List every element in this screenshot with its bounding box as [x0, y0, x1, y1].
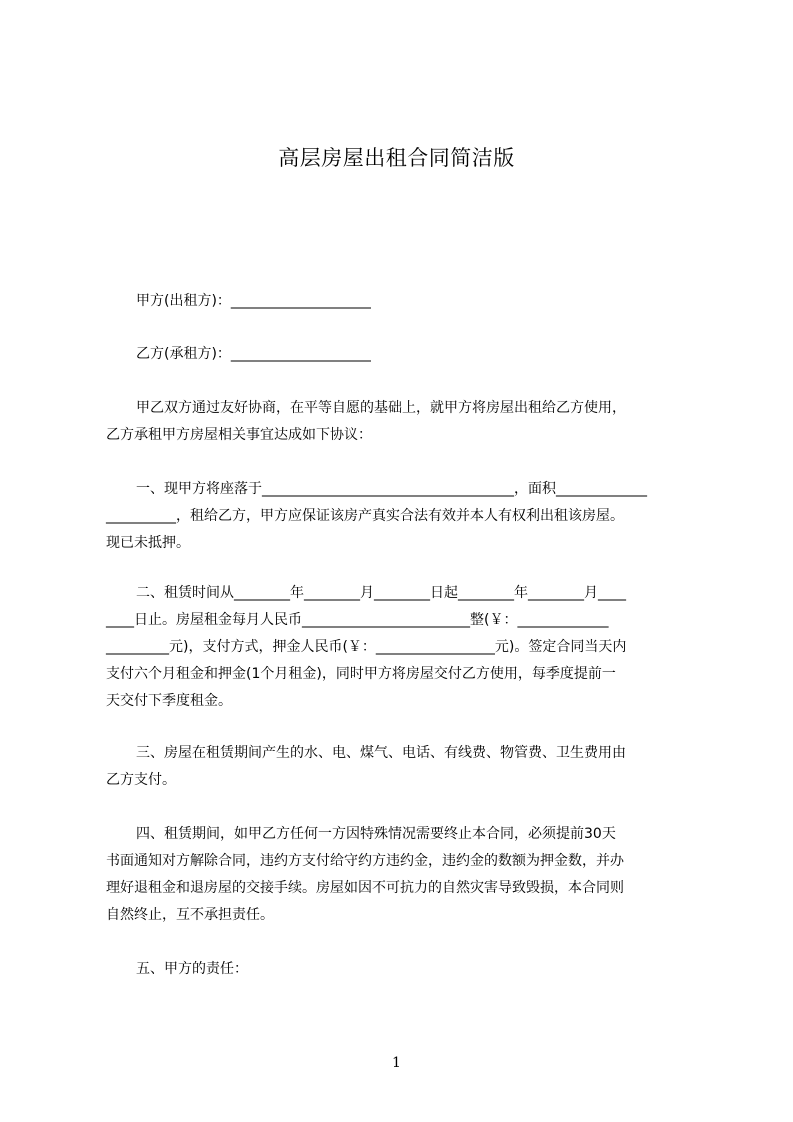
clause-2-line-5: 天交付下季度租金。 [106, 693, 232, 709]
clause-2-line-1: 二、租赁时间从________年________月________日起________年________月____ [136, 585, 626, 601]
clause-3-line-2: 乙方支付。 [106, 772, 176, 788]
document-title: 高层房屋出租合同简洁版 [278, 146, 515, 170]
page-number: 1 [392, 1055, 401, 1071]
clause-1-line-3: 现已未抵押。 [106, 535, 190, 551]
party-a-line: 甲方(出租方)：____________________ [136, 293, 371, 309]
intro-line-2: 乙方承租甲方房屋相关事宜达成如下协议： [106, 427, 372, 443]
party-b-line: 乙方(承租方)：____________________ [136, 346, 371, 362]
clause-4-line-4: 自然终止，互不承担责任。 [106, 907, 274, 923]
clause-2-line-3: _________元)，支付方式，押金人民币(￥：_________________元)。签定合同当天内 [106, 639, 627, 655]
clause-5-heading: 五、甲方的责任： [136, 961, 248, 977]
clause-4-line-1: 四、租赁期间，如甲乙方任何一方因特殊情况需要终止本合同，必须提前30天 [136, 826, 616, 842]
clause-3-line-1: 三、房屋在租赁期间产生的水、电、煤气、电话、有线费、物管费、卫生费用由 [136, 745, 626, 761]
clause-4-line-2: 书面通知对方解除合同，违约方支付给守约方违约金，违约金的数额为押金数，并办 [106, 853, 624, 869]
clause-4-line-3: 理好退租金和退房屋的交接手续。房屋如因不可抗力的自然灾害导致毁损，本合同则 [106, 880, 624, 896]
clause-2-line-2: ____日止。房屋租金每月人民币________________________整(￥：_____________ [106, 612, 609, 628]
clause-1-line-2: __________，租给乙方，甲方应保证该房产真实合法有效并本人有权利出租该房屋。 [106, 508, 624, 524]
intro-line-1: 甲乙双方通过友好协商，在平等自愿的基础上，就甲方将房屋出租给乙方使用， [136, 400, 626, 416]
clause-1-line-1: 一、现甲方将座落于____________________________________，面积_____________ [136, 481, 647, 497]
clause-2-line-4: 支付六个月租金和押金(1个月租金)，同时甲方将房屋交付乙方使用，每季度提前一 [106, 666, 616, 682]
